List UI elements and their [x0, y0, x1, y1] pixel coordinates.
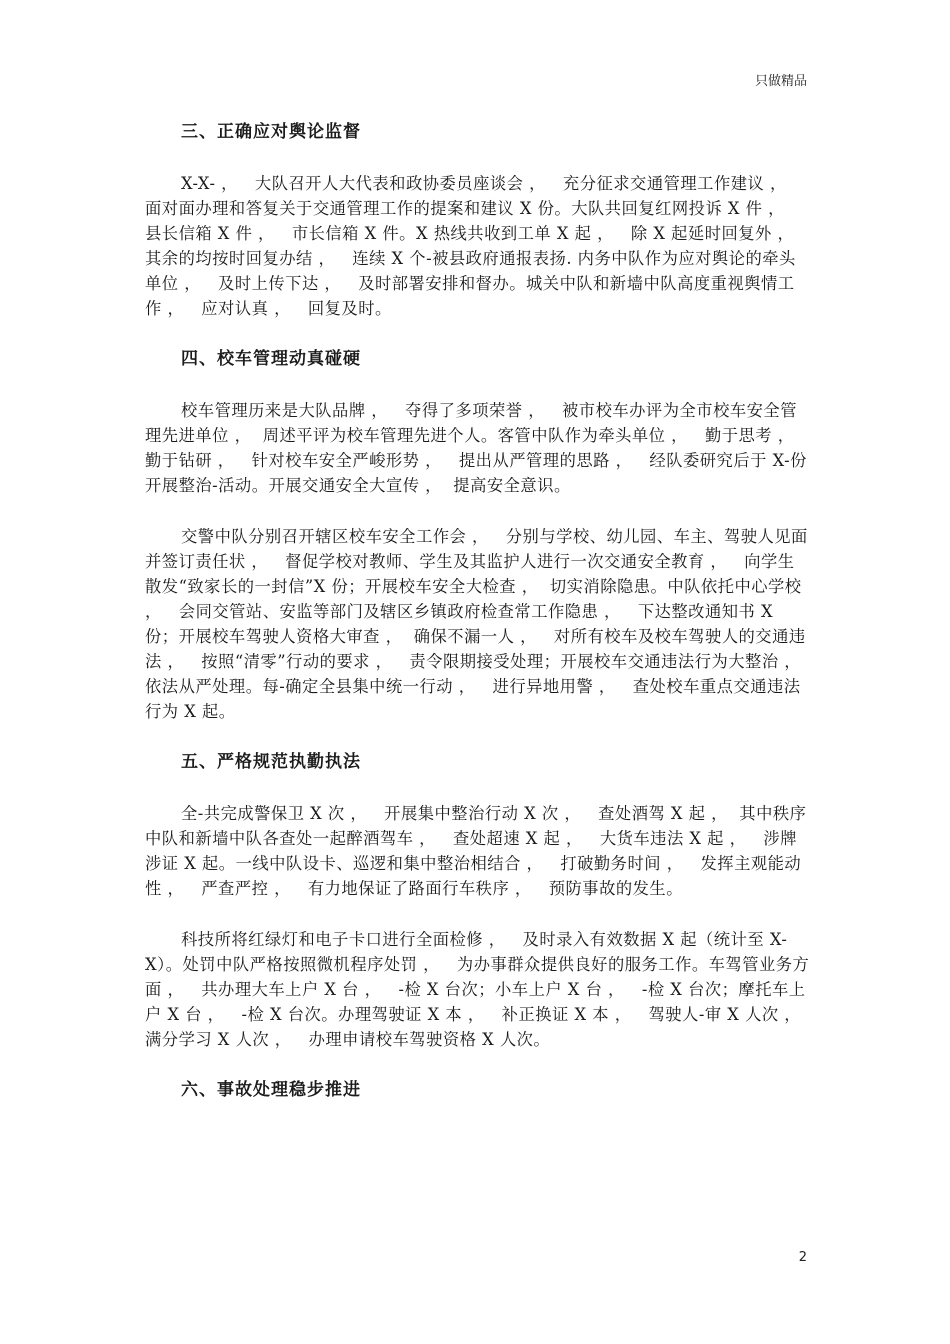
section-5-paragraph-2: 科技所将红绿灯和电子卡口进行全面检修 ， 及时录入有效数据 X 起（统计至 X-X）。处罚中队严格按照微机程序处罚 ， 为办事群众提供良好的服务工作。车驾管业务方面 ， 共办理大车上户 X 台 ， -检 X 台次；小车上户 X 台 ， -检 X 台次；摩托车上户 X 台 ， -检 X 台次。办理驾驶证 X 本 ， 补正换证 X 本 ， 驾驶人-审 X 人次 ， 满分学习 X 人次 ， 办理申请校车驾驶资格 X 人次。: [145, 930, 819, 1049]
section-heading-3: 三、正确应对舆论监督: [181, 122, 361, 142]
page-number: 2: [798, 1250, 807, 1265]
section-4-paragraph-1: 校车管理历来是大队品牌 ， 夺得了多项荣誉 ， 被市校车办评为全市校车安全管理先进单位 ， 周述平评为校车管理先进个人。客管中队作为牵头单位 ， 勤于思考 ， 勤于钻研 ， 针对校车安全严峻形势 ， 提出从严管理的思路 ， 经队委研究后于 X-份开展整治-活动。开展交通安全大宣传 ， 提高安全意识。: [145, 401, 812, 495]
document-body: [145, 120, 819, 1129]
page-header-text: 只做精品: [754, 74, 807, 89]
section-5-paragraph-1: 全-共完成警保卫 X 次 ， 开展集中整治行动 X 次 ， 查处酒驾 X 起 ， 其中秩序中队和新墙中队各查处一起醉酒驾车 ， 查处超速 X 起 ， 大货车违法 X 起 ， 涉牌涉证 X 起。一线中队设卡、巡逻和集中整治相结合 ， 打破勤务时间 ， 发挥主观能动性 ， 严查严控 ， 有力地保证了路面行车秩序 ， 预防事故的发生。: [145, 804, 807, 898]
section-4-paragraph-2: 交警中队分别召开辖区校车安全工作会 ， 分别与学校、幼儿园、车主、驾驶人见面并签订责任状 ， 督促学校对教师、学生及其监护人进行一次交通安全教育 ， 向学生散发“致家长的一封信”X 份；开展校车安全大检查 ， 切实消除隐患。中队依托中心学校 ， 会同交管站、安监等部门及辖区乡镇政府检查常工作隐患 ， 下达整改通知书 X 份；开展校车驾驶人资格大审查 ， 确保不漏一人 ， 对所有校车及校车驾驶人的交通违法 ， 按照“清零”行动的要求 ， 责令限期接受处理；开展校车交通违法行为大整治 ， 依法从严处理。每-确定全县集中统一行动 ， 进行异地用警 ， 查处校车重点交通违法行为 X 起。: [145, 527, 819, 721]
section-heading-4: 四、校车管理动真碰硬: [181, 349, 361, 369]
section-heading-6: 六、事故处理稳步推进: [181, 1080, 361, 1100]
section-heading-5: 五、严格规范执勤执法: [181, 752, 361, 772]
section-3-paragraph-1: X-X- ， 大队召开人大代表和政协委员座谈会 ， 充分征求交通管理工作建议 ， 面对面办理和答复关于交通管理工作的提案和建议 X 份。大队共回复红网投诉 X 件 ， 县长信箱 X 件 ， 市长信箱 X 件。X 热线共收到工单 X 起 ， 除 X 起延时回复外 ， 其余的均按时回复办结 ， 连续 X 个-被县政府通报表扬. 内务中队作为应对舆论的牵头单位 ， 及时上传下达 ， 及时部署安排和督办。城关中队和新墙中队高度重视舆情工作 ， 应对认真 ， 回复及时。: [145, 174, 812, 318]
